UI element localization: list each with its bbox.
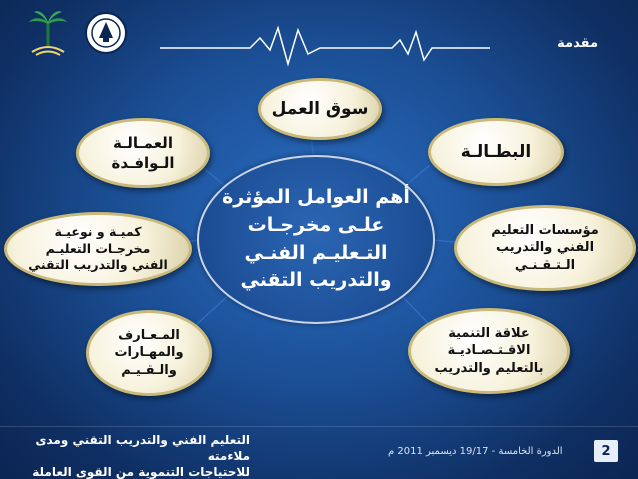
bubble-development-relation-line-2: الاقـتـصـاديـة [447,343,531,359]
center-line-3: التـعليـم الفنـي [244,241,388,264]
bubble-institutions-line-2: الفني والتدريب [495,240,595,256]
bubble-institutions-line-1: مؤسسات التعليم [491,222,599,238]
footer-title [20,432,250,479]
center-line-4: والتدريب التقني [240,269,392,292]
footer-event-date: الدورة الخامسة - 19/17 ديسمبر 2011 م [388,446,563,457]
bubble-institutions-line-3: الـتـقـنـي [514,257,576,273]
bubble-development-relation [408,308,570,394]
bubble-knowledge-skills-line-3: والـقـيـم [121,362,177,378]
center-line-1: أهم العوامل المؤثرة [222,186,410,209]
page-number: 2 [594,440,618,462]
bubble-knowledge-skills-line-2: والمهـارات [114,345,184,361]
bubble-development-relation-line-3: بالتعليم والتدريب [434,360,544,376]
bubble-labor-market-text: سوق العمل [271,98,369,119]
bubble-quantity-quality-line-3: الفني والتدريب التقني [28,257,168,273]
bubble-unemployment-text: البطـالـة [460,141,532,162]
bubble-institutions [454,205,636,291]
bubble-development-relation-line-1: علاقة التنمية [448,325,530,341]
section-title: مقدمة [557,36,598,51]
footer-title-line-2: للاحتياجات التنموية من القوى العاملة [32,465,250,479]
bubble-foreign-labor-line-1: العمـالـة [113,133,173,152]
bubble-quantity-quality-line-2: مخرجـات التعليـم [45,240,151,256]
bubble-labor-market [258,78,382,140]
bubble-knowledge-skills [86,310,212,396]
bubble-foreign-labor-line-2: الـوافـدة [111,154,175,172]
bubble-foreign-labor [76,118,210,188]
footer-title-line-1: التعليم الفني والتدريب التقني ومدى ملاءمته [35,433,250,464]
bubble-quantity-quality-line-1: كميـة و نوعيـة [54,223,142,239]
center-line-2: علـى مخرجـات [247,213,385,236]
footer-divider [0,426,638,427]
bubble-quantity-quality [4,212,192,286]
central-topic [197,155,435,324]
bubble-unemployment [428,118,564,186]
bubble-knowledge-skills-line-1: المـعـارف [118,327,180,343]
